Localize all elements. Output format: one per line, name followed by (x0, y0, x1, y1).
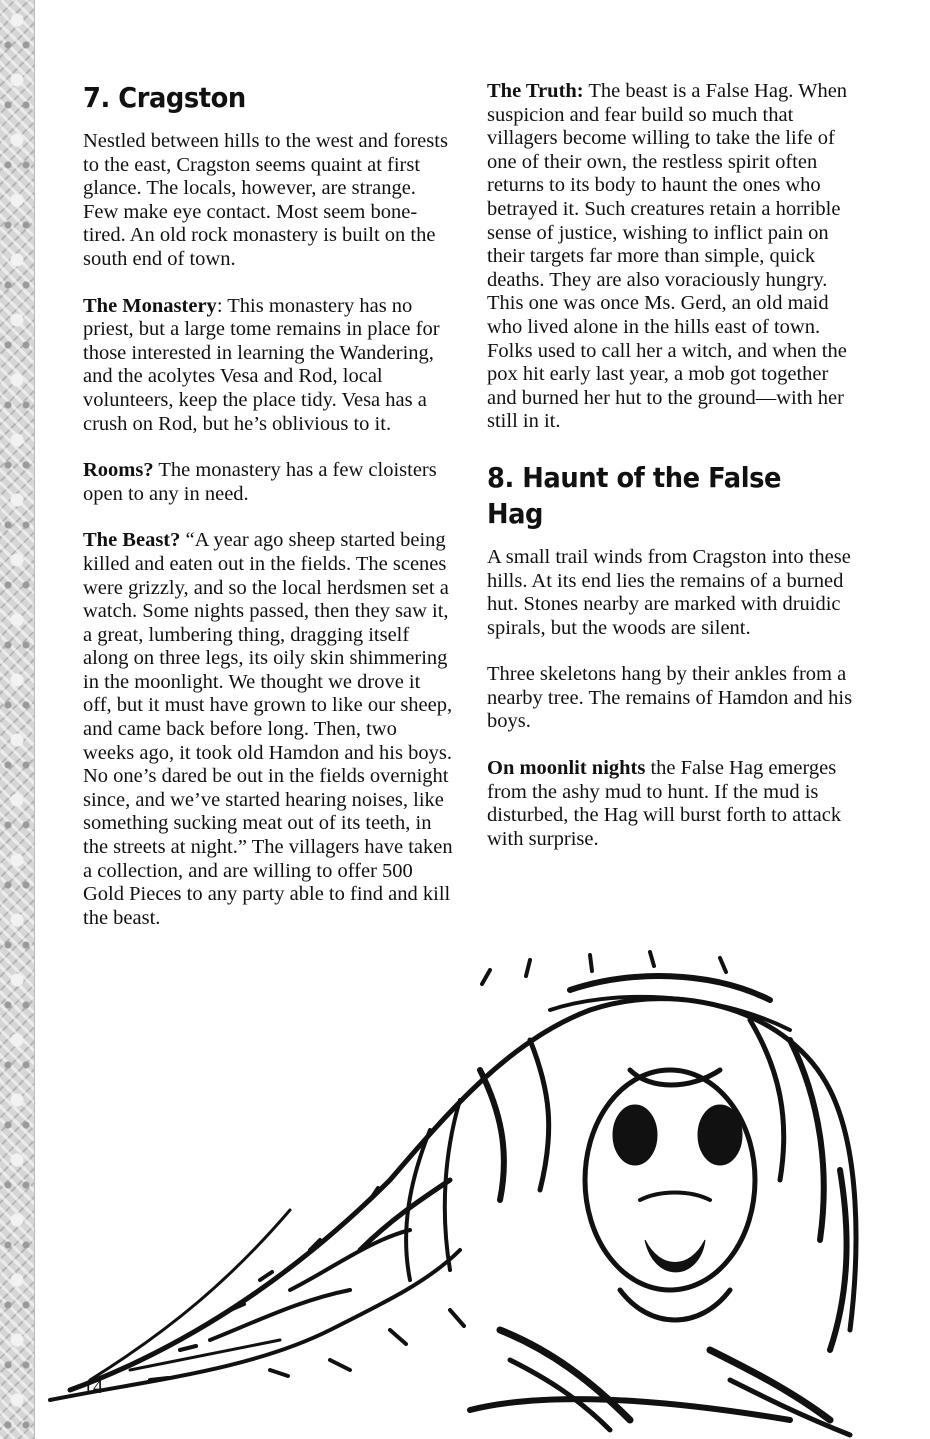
beast-paragraph (83, 529, 453, 930)
monastery-paragraph (83, 295, 453, 437)
truth-label: The Truth: (487, 80, 584, 102)
section-heading-cragston: 7. Cragston (83, 81, 246, 114)
rooms-label: Rooms? (83, 459, 154, 482)
cragston-intro: Nestled between hills to the west and forests to the east, Cragston seems quaint at first glance. The locals, however, are strange. Few make eye contact. Most seem bone-tired. An old rock monastery is built on the south end of town. (83, 130, 448, 270)
skeletons-paragraph: Three skeletons hang by their ankles from a nearby tree. The remains of Hamdon and his boys. (487, 663, 853, 733)
left-column (83, 80, 453, 953)
false-hag-illustration (30, 950, 880, 1439)
rooms-text: The monastery has a few cloisters open to any in need. (83, 459, 437, 505)
moonlit-label: On moonlit nights (487, 757, 646, 780)
truth-paragraph (487, 80, 857, 434)
rooms-paragraph (83, 459, 453, 506)
moonlit-text: the False Hag emerges from the ashy mud to hunt. If the mud is disturbed, the Hag will burst forth to attack with surprise. (487, 757, 842, 850)
beast-text: “A year ago sheep started being killed and eaten out in the fields. The scenes were grizzly, and so the local herdsmen set a watch. Some nights passed, then they saw it, a great, lumbering thing, dragging itself along on three legs, its oily skin shimmering in the moonlight. We thought we drove it off, but it must have grown to like our sheep, and came back before long. Then, two weeks ago, it took old Hamdon and his boys. No one’s dared be out in the fields overnight since, and we’ve started hearing noises, like something sucking meat out of its teeth, in the streets at night.” The villagers have taken a collection, and are willing to offer 500 Gold Pieces to any party able to find and kill the beast. (83, 529, 453, 929)
right-column (487, 80, 857, 874)
haunt-intro: A small trail winds from Cragston into these hills. At its end lies the remains of a burned hut. Stones nearby are marked with druidic spirals, but the woods are silent. (487, 545, 851, 639)
page-number: 14 (83, 1376, 103, 1398)
section-heading-haunt: 8. Haunt of the False Hag (487, 460, 781, 530)
beast-label: The Beast? (83, 529, 181, 552)
moonlit-paragraph (487, 757, 857, 851)
truth-text: The beast is a False Hag. When suspicion and fear build so much that villagers become willing to take the life of one of their own, the restless spirit often returns to its body to haunt the ones who betrayed it. Such creatures retain a horrible sense of justice, wishing to inflict pain on their targets far more than simple, quick deaths. They are also voraciously hungry. This one was once Ms. Gerd, an old maid who lived alone in the hills east of town. Folks used to call her a witch, and when the pox hit early last year, a mob got together and burned her hut to the ground—with her still in it. (487, 80, 848, 433)
monastery-text: : This monastery has no priest, but a large tome remains in place for those interested in learning the Wandering, and the acolytes Vesa and Rod, local volunteers, keep the place tidy. Vesa has a crush on Rod, but he’s oblivious to it. (83, 294, 440, 435)
monastery-label: The Monastery (83, 294, 217, 317)
